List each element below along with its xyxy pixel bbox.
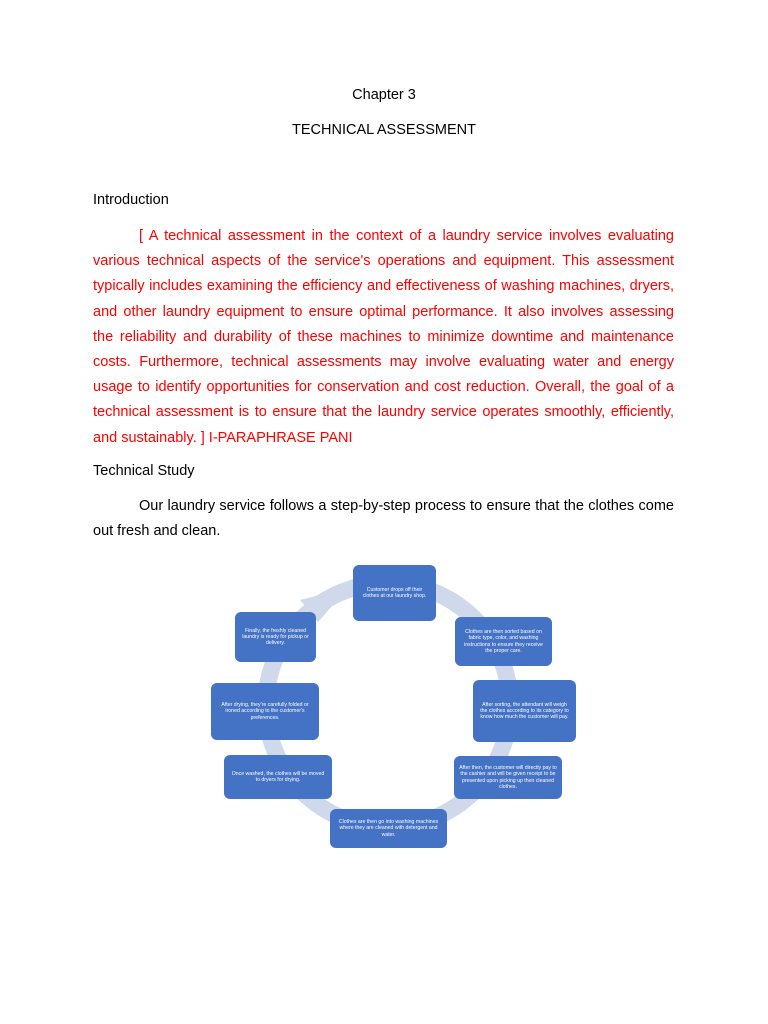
page-title: TECHNICAL ASSESSMENT [292,122,476,138]
step-node-1: Customer drops off their clothes at our laundry shop. [353,565,436,621]
step-node-2: Clothes are then sorted based on fabric type, color, and washing instructions to ensure they receive the proper care. [455,617,552,666]
step-node-3: After sorting, the attendant will weigh the clothes according to its category to know how much the customer will pay. [473,680,576,742]
step-node-8: Finally, the freshly cleaned laundry is ready for pickup or delivery. [235,612,316,662]
step-node-5: Clothes are then go into washing machines where they are cleaned with detergent and water. [330,809,447,848]
step-node-4: After then, the customer will directly pay to the cashier and will be given receipt to be presented upon picking up their cleaned clothes. [454,756,562,799]
introduction-paragraph: [ A technical assessment in the context of a laundry service involves evaluating various technical aspects of the service's operations and equipment. This assessment typically includes examining the efficiency and effectiveness of washing machines, dryers, and other laundry equipment to ensure optimal performance. It also involves assessing the reliability and durability of these machines to minimize downtime and maintenance costs. Furthermore, technical assessments may involve evaluating water and energy usage to identify opportunities for conservation and cost reduction. Overall, the goal of a technical assessment is to ensure that the laundry service operates smoothly, efficiently, and sustainably. ] I-PARAPHRASE PANI [93,228,674,446]
step-node-7: After drying, they're carefully folded or ironed according to the customer's preferences. [211,683,319,740]
chapter-label: Chapter 3 [352,87,416,103]
technical-study-paragraph: Our laundry service follows a step-by-step process to ensure that the clothes come out fresh and clean. [93,498,674,540]
introduction-heading: Introduction [93,192,169,208]
technical-study-heading: Technical Study [93,463,195,479]
step-node-6: Once washed, the clothes will be moved to dryers for drying. [224,755,332,799]
